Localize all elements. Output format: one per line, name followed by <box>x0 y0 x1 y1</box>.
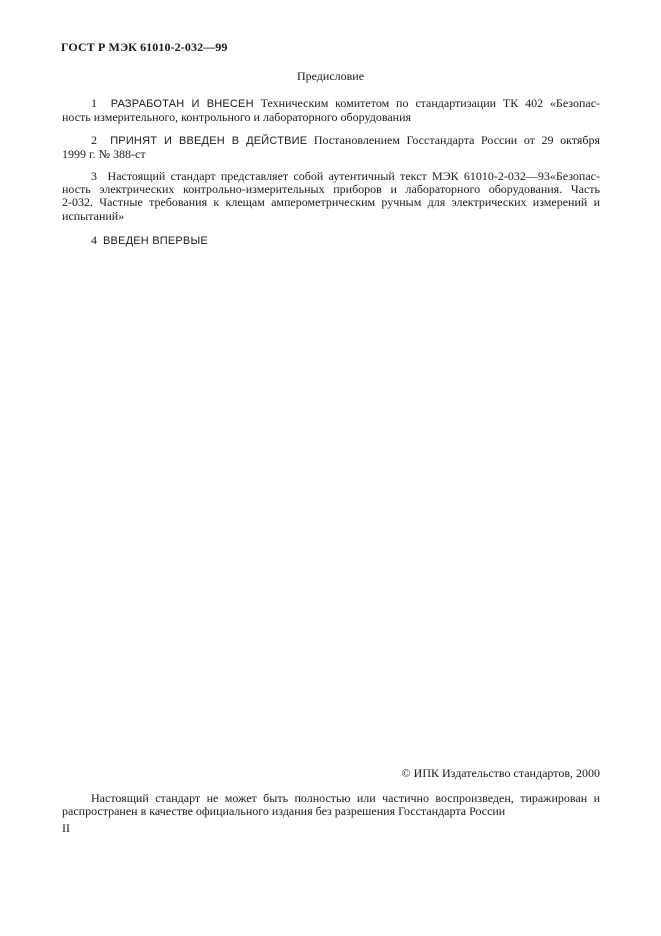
paragraph-4 <box>62 234 600 248</box>
paragraph-2-text: Постановлением Госстандарта России от 29 октября <box>313 133 600 147</box>
paragraph-4-keyword: ВВЕДЕН ВПЕРВЫЕ <box>103 235 208 247</box>
paragraph-1-text: Техническим комитетом по стандартизации ТК 402 «Безопас- <box>260 96 601 110</box>
paragraph-1-number: 1 <box>91 96 97 110</box>
paragraph-1-line-1 <box>62 97 600 111</box>
paragraph-3-line-2: ность электрических контрольно-измерительных приборов и лабораторного оборудования. Часть <box>62 182 600 197</box>
paragraph-3-line-4: испытаний» <box>62 208 125 223</box>
paragraph-2-line-2: 1999 г. № 388-ст <box>62 147 146 162</box>
copyright-notice: © ИПК Издательство стандартов, 2000 <box>401 766 600 780</box>
paragraph-1-keyword: РАЗРАБОТАН И ВНЕСЕН <box>110 98 254 110</box>
paragraph-2-line-1 <box>62 134 600 148</box>
paragraph-3-text-1: Настоящий стандарт представляет собой аутентичный текст МЭК 61010-2-032—93«Безопас- <box>107 169 600 183</box>
section-title: Предисловие <box>296 69 365 83</box>
paragraph-2-keyword: ПРИНЯТ И ВВЕДЕН В ДЕЙСТВИЕ <box>110 135 308 147</box>
paragraph-4-line-1 <box>62 234 600 248</box>
paragraph-2-number: 2 <box>91 133 97 147</box>
paragraph-3-number: 3 <box>91 169 97 183</box>
paragraph-3 <box>62 170 600 223</box>
paragraph-4-number: 4 <box>91 233 97 247</box>
reproduction-notice <box>62 792 600 818</box>
page-number: II <box>62 821 70 835</box>
document-code: ГОСТ Р МЭК 61010-2-032—99 <box>61 40 228 54</box>
reproduction-notice-line-2: распространен в качестве официального издания без разрешения Госстандарта России <box>62 804 506 819</box>
paragraph-1 <box>62 97 600 124</box>
paragraph-2 <box>62 134 600 161</box>
paragraph-1-line-2: ность измерительного, контрольного и лабораторного оборудования <box>62 110 412 125</box>
reproduction-notice-line-1: Настоящий стандарт не может быть полностью или частично воспроизведен, тиражирован и <box>91 791 600 805</box>
paragraph-3-line-3: 2-032. Частные требования к клещам амперометрическим ручным для электрических измерений и <box>62 195 600 210</box>
